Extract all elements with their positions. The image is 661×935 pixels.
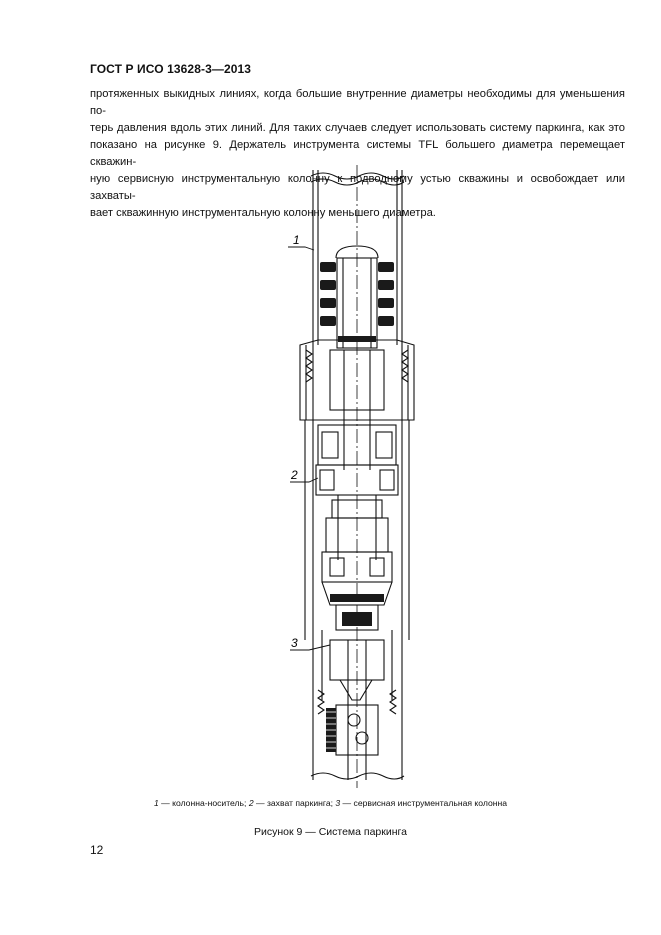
legend-number: 3 bbox=[335, 798, 341, 808]
legend-text: — колонна-носитель; bbox=[158, 798, 249, 808]
legend-number: 2 bbox=[248, 798, 254, 808]
figure-legend bbox=[0, 798, 661, 808]
body-line: показано на рисунке 9. Держатель инструмента системы TFL большего диаметра перемещает скважин- bbox=[90, 139, 625, 168]
document-header: ГОСТ Р ИСО 13628-3—2013 bbox=[90, 62, 252, 76]
legend-text: — сервисная инструментальная колонна bbox=[340, 798, 508, 808]
body-line: терь давления вдоль этих линий. Для таких случаев следует использовать систему паркинга, как это bbox=[90, 122, 625, 134]
body-line: протяженных выкидных линиях, когда большие внутренние диаметры необходимы для уменьшения по- bbox=[90, 88, 625, 117]
legend-number: 1 bbox=[153, 798, 159, 808]
callout-label: 1 bbox=[293, 233, 300, 247]
callout-label: 3 bbox=[291, 636, 298, 650]
legend-text: — захват паркинга; bbox=[253, 798, 336, 808]
page-number: 12 bbox=[90, 843, 104, 857]
body-line: ную сервисную инструментальную колонну к подводному устью скважины и освобождает или захваты- bbox=[90, 173, 625, 202]
body-line: вает скважинную инструментальную колонну меньшего диаметра. bbox=[90, 207, 436, 219]
figure-caption: Рисунок 9 — Система паркинга bbox=[254, 826, 407, 838]
callout-label: 2 bbox=[291, 468, 298, 482]
